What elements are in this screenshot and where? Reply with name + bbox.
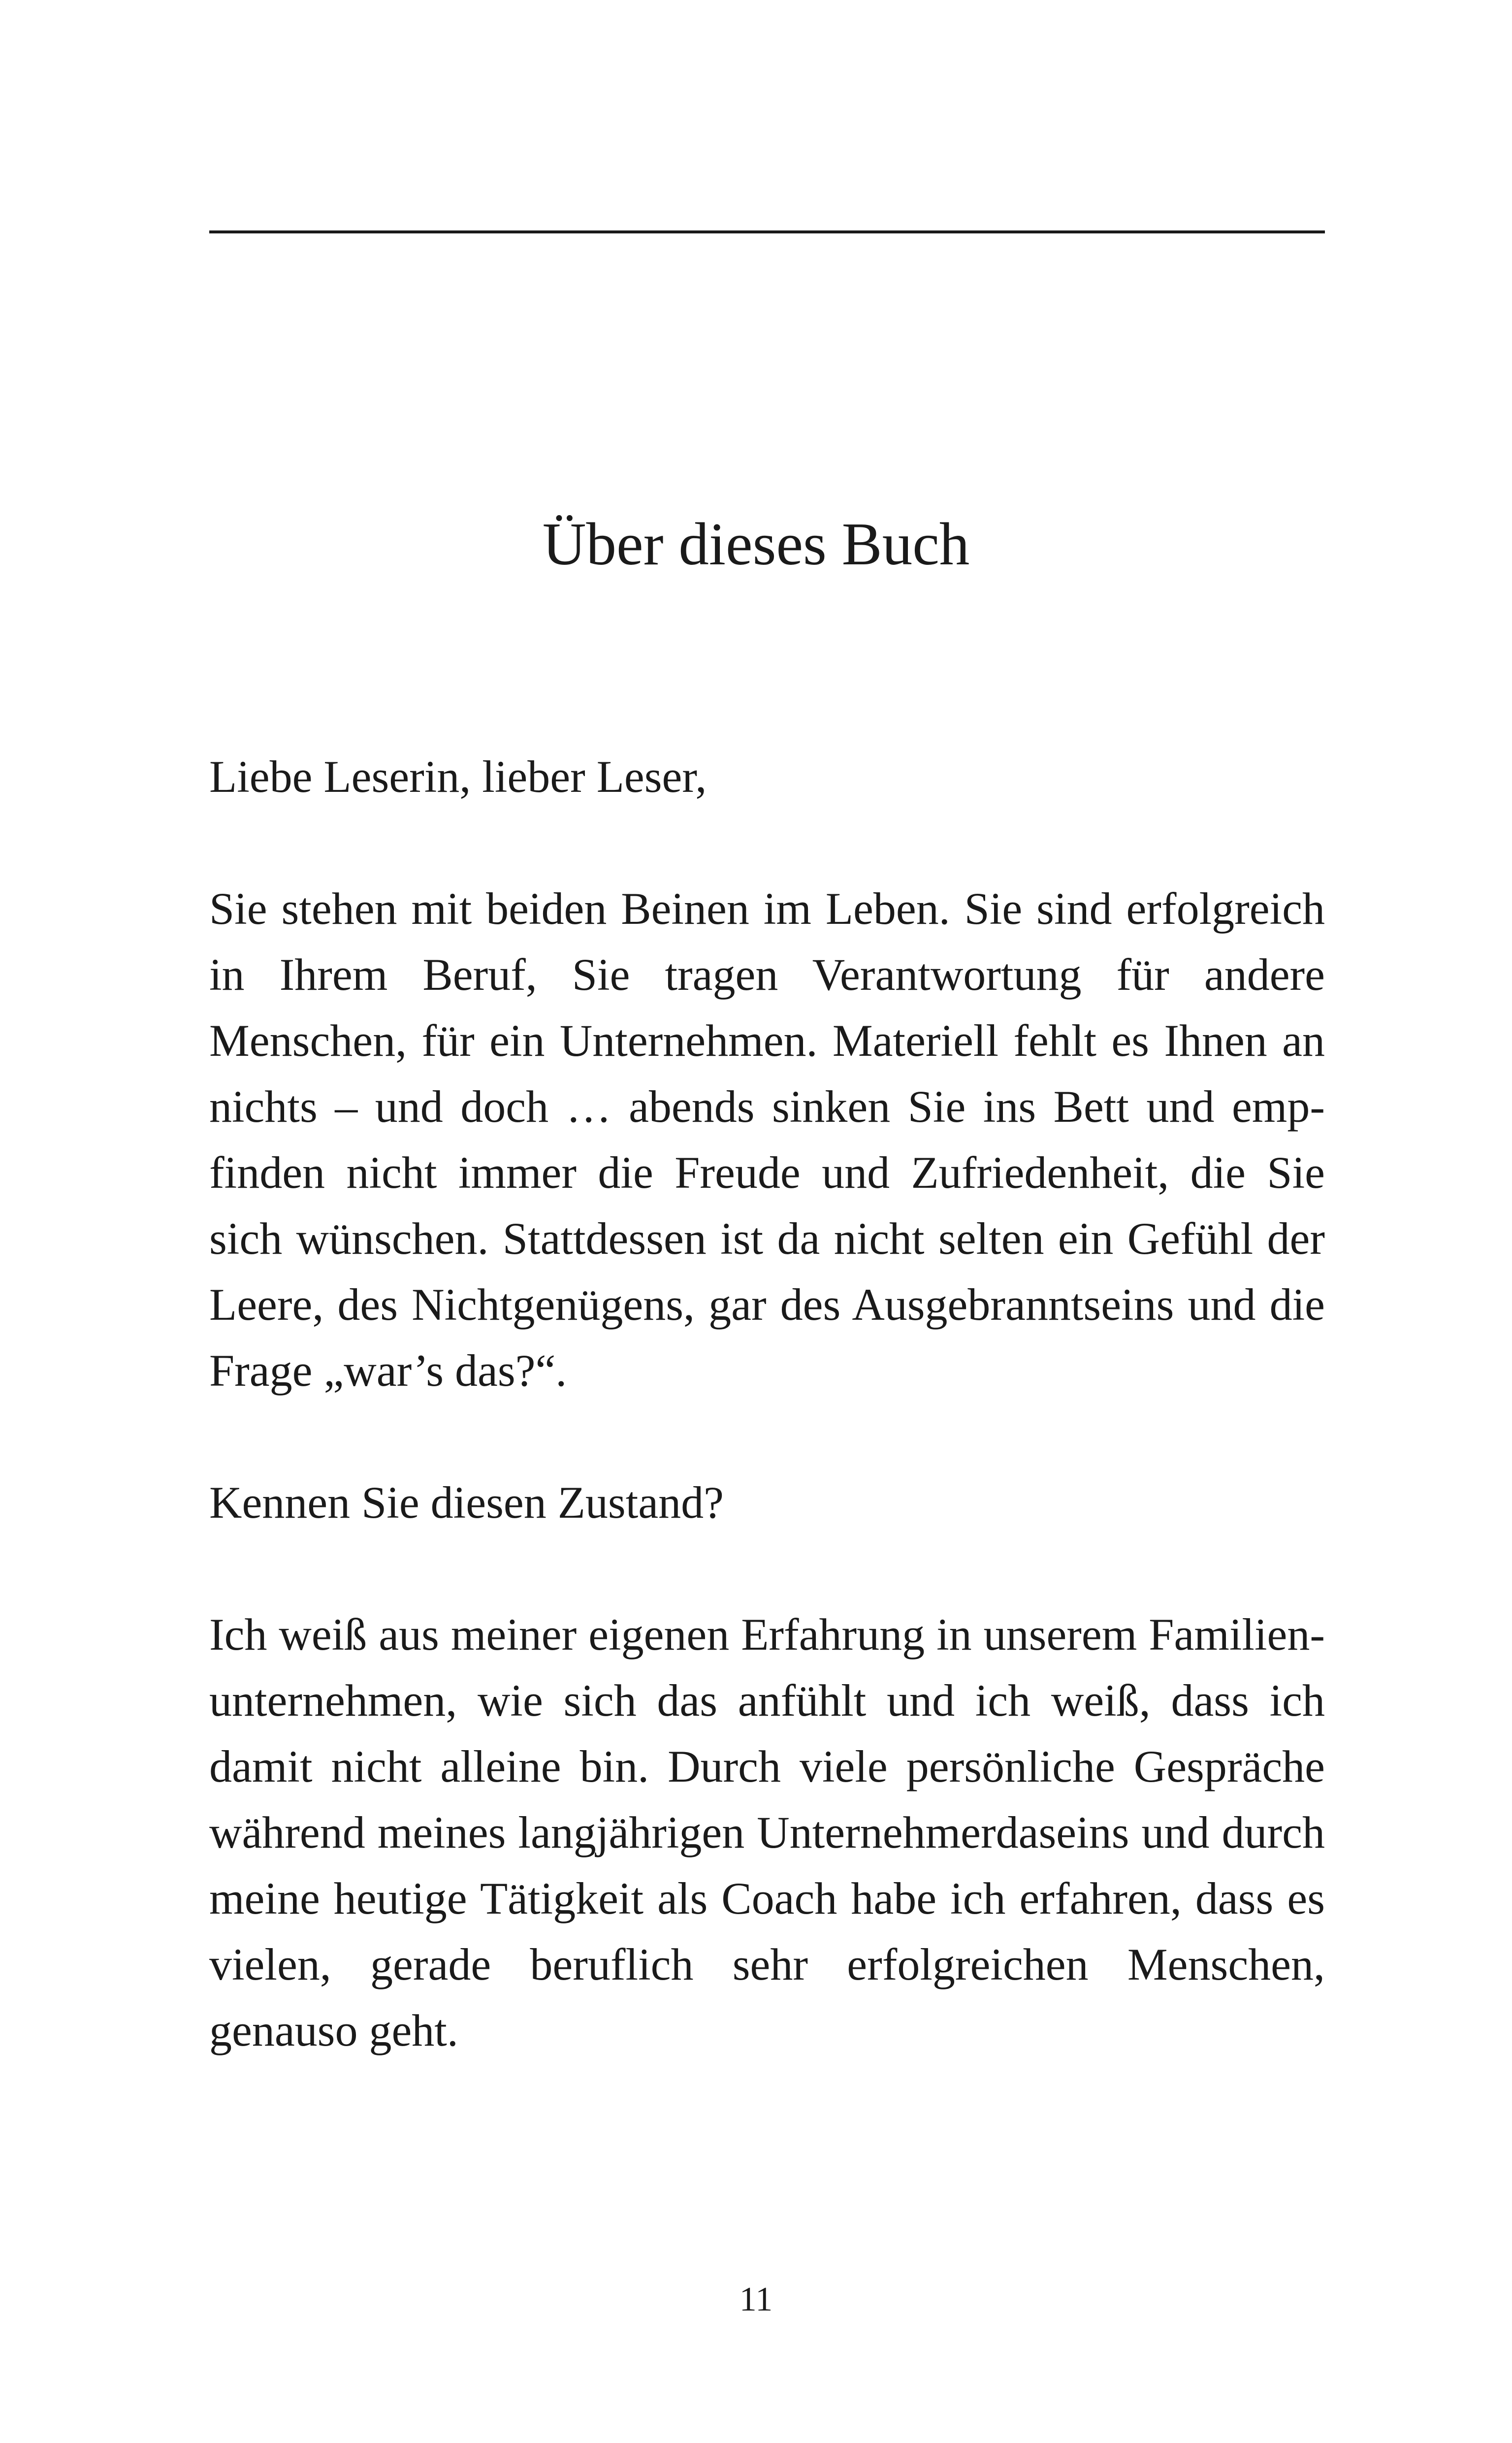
paragraph-2: Kennen Sie diesen Zustand? [209, 1477, 724, 1528]
header-rule [209, 230, 1325, 233]
body-text [209, 744, 1325, 2063]
paragraph-3: Ich weiß aus meiner eigenen Erfahrung in unserem Familienunternehmen, wie sich das anfühlt und ich weiß, dass ich damit nicht alleine bin. Durch viele persönliche Gespräche während meines langjährigen Unternehmerdaseins und durch meine heutige Tätigkeit als Coach habe ich erfahren, dass es vielen, gerade beruflich sehr erfolgreichen Menschen, genauso geht. [209, 1609, 1325, 2055]
page-number: 11 [739, 2280, 773, 2318]
paragraph-1: Sie stehen mit beiden Beinen im Leben. Sie sind erfolgreich in Ihrem Beruf, Sie tragen Verantwortung für andere Menschen, für ein Unternehmen. Materiell fehlt es Ihnen an nichts – und doch … abends sinken Sie ins Bett und empfinden nicht immer die Freude und Zufriedenheit, die Sie sich wünschen. Stattdessen ist da nicht selten ein Gefühl der Leere, des Nichtgenügens, gar des Ausgebranntseins und die Frage „war’s das?“. [209, 883, 1325, 1396]
page-title: Über dieses Buch [542, 510, 970, 578]
greeting: Liebe Leserin, lieber Leser, [209, 751, 707, 802]
